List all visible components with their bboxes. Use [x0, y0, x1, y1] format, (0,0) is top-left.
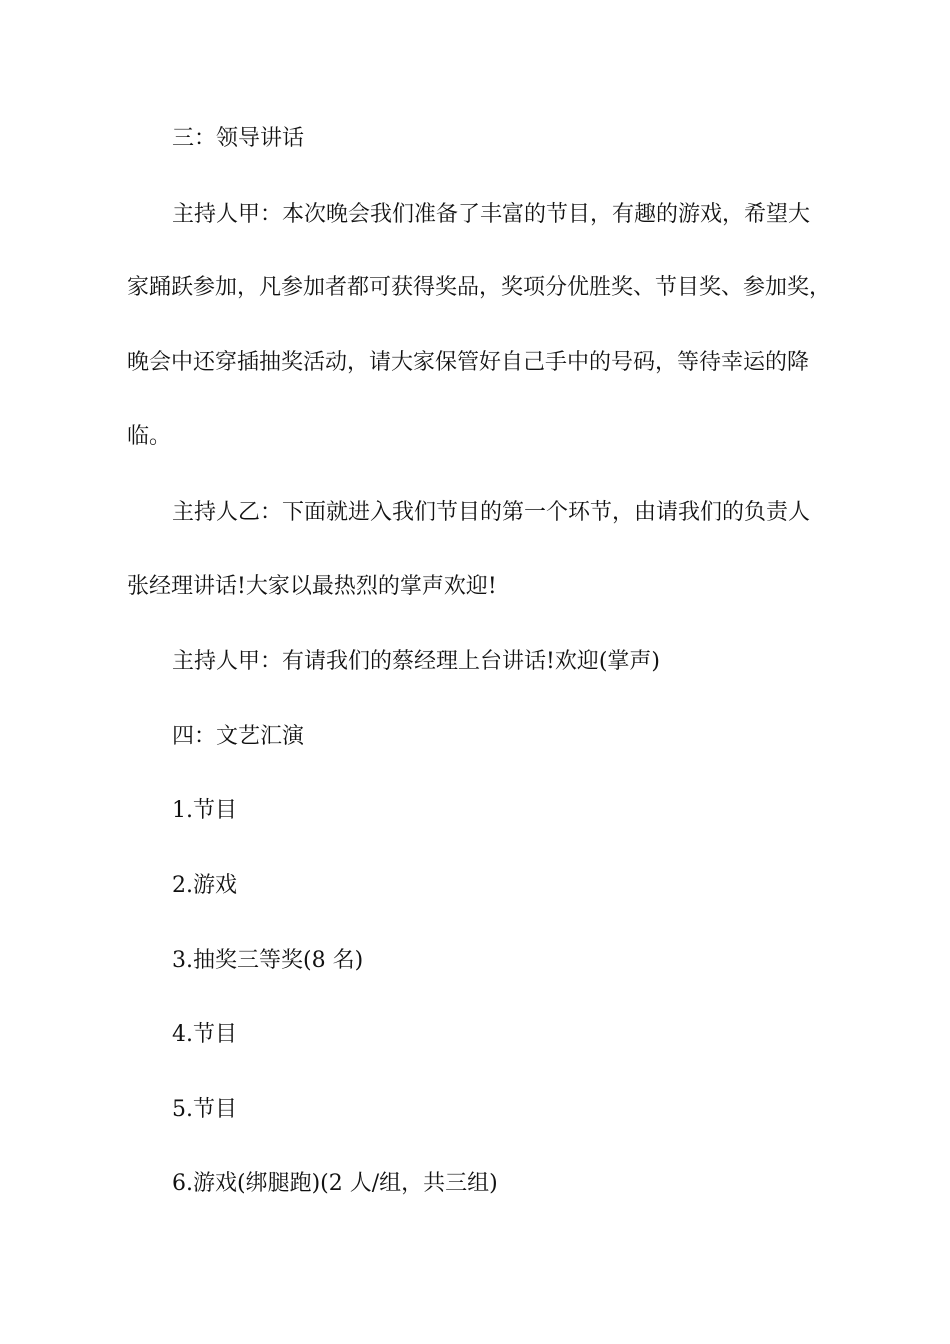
list-item: 2.游戏: [172, 873, 237, 898]
list-item: 5.节目: [172, 1097, 237, 1122]
paragraph-line: 晚会中还穿插抽奖活动，请大家保管好自己手中的号码，等待幸运的降: [127, 350, 810, 375]
paragraph-line: 主持人甲：本次晚会我们准备了丰富的节目，有趣的游戏，希望大: [172, 202, 811, 227]
section-heading-leader-speech: 三：领导讲话: [172, 126, 305, 151]
list-item: 4.节目: [172, 1022, 237, 1047]
paragraph-line: 家踊跃参加，凡参加者都可获得奖品，奖项分优胜奖、节目奖、参加奖，: [127, 275, 832, 300]
paragraph-line: 主持人乙：下面就进入我们节目的第一个环节，由请我们的负责人: [172, 500, 811, 525]
paragraph-line: 主持人甲：有请我们的蔡经理上台讲话!欢迎(掌声): [172, 649, 661, 674]
list-item: 6.游戏(绑腿跑)(2 人/组，共三组): [172, 1171, 498, 1196]
paragraph-line: 临。: [127, 424, 172, 449]
section-heading-performance: 四：文艺汇演: [172, 724, 305, 749]
list-item: 1.节目: [172, 798, 237, 823]
paragraph-line: 张经理讲话!大家以最热烈的掌声欢迎!: [127, 574, 497, 599]
list-item: 3.抽奖三等奖(8 名): [172, 948, 364, 973]
